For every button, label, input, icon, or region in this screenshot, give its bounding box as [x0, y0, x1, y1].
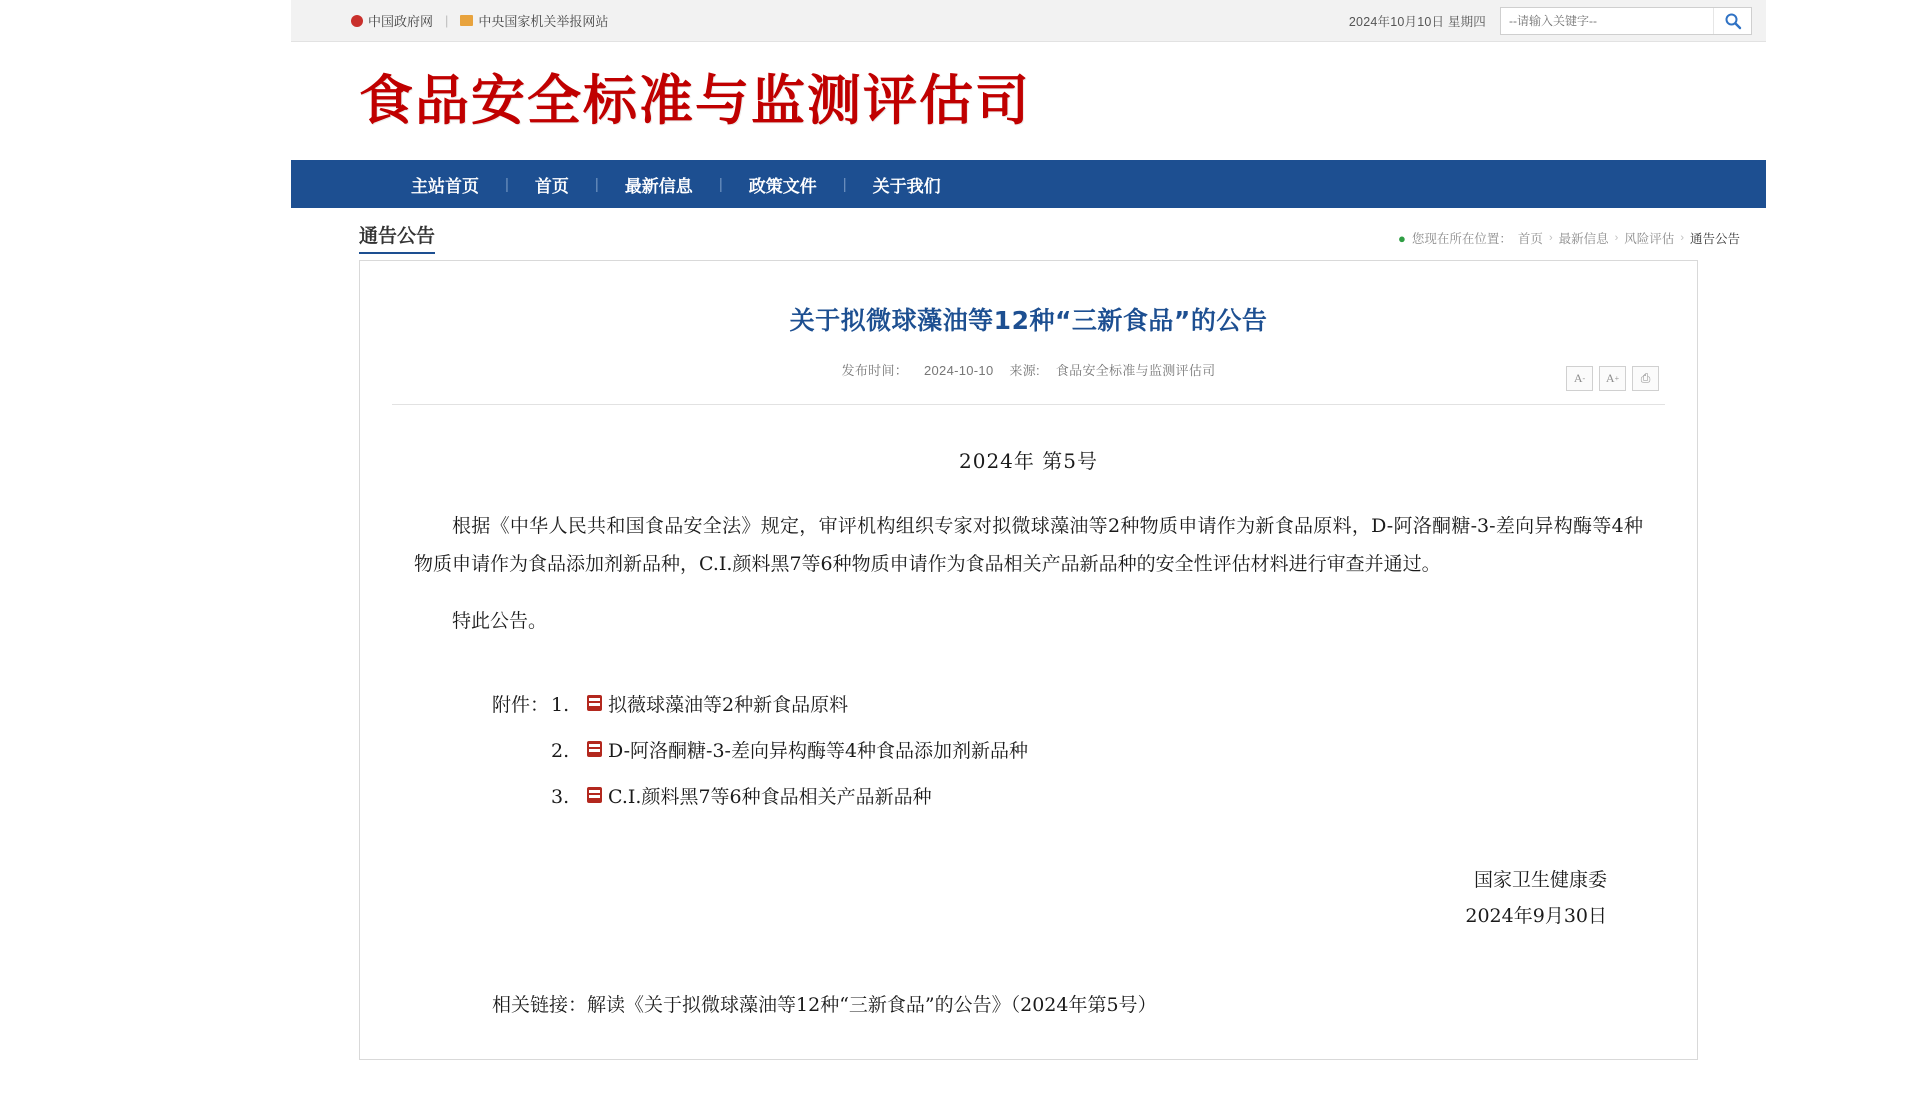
nav-item-policy-docs[interactable]: 政策文件 [748, 176, 817, 197]
print-button[interactable] [1632, 366, 1659, 391]
link-china-gov-label: 中国政府网 [368, 14, 434, 29]
attachment-number: 3. [551, 785, 570, 808]
article-paragraph: 特此公告。 [452, 609, 548, 632]
article-meta [396, 360, 1661, 379]
nav-item-latest-info[interactable]: 最新信息 [624, 176, 693, 197]
topbar-right [1349, 7, 1752, 35]
site-title: 食品安全标准与监测评估司 [359, 69, 1031, 132]
source-value: 食品安全标准与监测评估司 [1055, 362, 1216, 378]
link-china-gov[interactable] [351, 11, 433, 30]
pdf-file-icon [587, 741, 602, 757]
source-label: 来源: [1009, 362, 1040, 378]
font-decrease-label: A [1573, 370, 1583, 385]
nav-separator: | [505, 175, 509, 193]
current-date: 2024年10月10日 星期四 [1348, 14, 1486, 29]
attachment-link-3[interactable]: C.I.颜料黑7等6种食品相关产品新品种 [608, 785, 932, 808]
document-number: 2024年 第5号 [959, 448, 1098, 473]
nav-item-about-us[interactable]: 关于我们 [872, 176, 941, 197]
signature-issuer: 国家卫生健康委 [1473, 868, 1607, 891]
attachment-link-1[interactable]: 拟薇球藻油等2种新食品原料 [608, 693, 849, 716]
attachment-number: 1. [551, 693, 570, 716]
printer-icon: ⎙ [1640, 370, 1651, 385]
font-decrease-button[interactable] [1566, 366, 1593, 391]
article-meta-row [396, 360, 1661, 404]
nav-separator: | [842, 175, 847, 193]
nav-separator: | [594, 175, 599, 193]
article-paragraph: 根据《中华人民共和国食品安全法》规定，审评机构组织专家对拟微球藻油等2种物质申请作为新食品原料，D-阿洛酮糖-3-差向异构酶等4种物质申请作为食品添加剂新品种，C.I.颜料黑7等6种物质申请作为食品相关产品新品种的安全性评估材料进行审查并通过。 [414, 514, 1643, 575]
pdf-file-icon [587, 695, 602, 711]
topbar-links [351, 11, 608, 30]
attachment-row [492, 778, 1643, 816]
topbar-separator: | [445, 13, 449, 28]
publish-time-value: 2024-10-10 [923, 362, 994, 378]
font-increase-label: A [1605, 370, 1615, 385]
attachment-row [492, 732, 1643, 770]
search-button[interactable] [1713, 8, 1751, 34]
nav-item-main-home[interactable]: 主站首页 [411, 176, 479, 197]
article-title: 关于拟微球藻油等12种“三新食品”的公告 [789, 306, 1268, 335]
breadcrumb-arrow-icon: › [1548, 232, 1553, 244]
attachment-number: 2. [551, 739, 570, 762]
search-box[interactable] [1500, 7, 1752, 35]
nav-item-home[interactable]: 首页 [534, 176, 569, 197]
search-icon [1724, 12, 1742, 30]
signature-date: 2024年9月30日 [1465, 904, 1607, 927]
breadcrumb-item-home[interactable]: 首页 [1517, 232, 1543, 246]
site-banner [291, 42, 1766, 160]
breadcrumb-arrow-icon: › [1680, 232, 1684, 244]
related-label: 相关链接： [492, 993, 588, 1016]
related-links [414, 986, 1643, 1024]
breadcrumb [1398, 229, 1740, 254]
nav-separator: | [718, 175, 723, 193]
attachment-link-2[interactable]: D-阿洛酮糖-3-差向异构酶等4种食品添加剂新品种 [608, 739, 1029, 762]
breadcrumb-prefix: 您现在所在位置： [1411, 232, 1512, 246]
font-decrease-sup: - [1582, 373, 1586, 383]
article-card [359, 260, 1698, 1060]
attachments-label: 附件： [492, 693, 550, 716]
breadcrumb-row [291, 208, 1766, 254]
main-nav [291, 160, 1766, 208]
signature-block [414, 862, 1643, 934]
attachments-block [414, 686, 1643, 816]
page-title: 通告公告 [359, 227, 435, 254]
breadcrumb-item-current: 通告公告 [1689, 232, 1740, 246]
gov-seal-icon [351, 15, 363, 27]
pdf-file-icon [587, 787, 602, 803]
related-link[interactable]: 解读《关于拟微球藻油等12种“三新食品”的公告》（2024年第5号） [587, 993, 1157, 1016]
link-report-site[interactable] [460, 11, 608, 30]
meta-divider [392, 404, 1665, 405]
breadcrumb-arrow-icon: › [1614, 232, 1619, 244]
article-body [396, 441, 1661, 1024]
top-utility-bar [291, 0, 1766, 42]
font-increase-button[interactable] [1599, 366, 1626, 391]
search-input[interactable] [1501, 9, 1713, 33]
publish-time-label: 发布时间： [841, 362, 909, 378]
breadcrumb-item-latest[interactable]: 最新信息 [1558, 232, 1609, 246]
breadcrumb-item-risk[interactable]: 风险评估 [1624, 232, 1675, 246]
link-report-site-label: 中央国家机关举报网站 [478, 14, 609, 29]
font-increase-sup: + [1614, 373, 1620, 383]
location-pin-icon: ● [1398, 230, 1406, 246]
report-flag-icon [460, 15, 473, 26]
attachment-row [492, 686, 1643, 724]
article-tools [1566, 366, 1659, 391]
page-container [291, 0, 1766, 1120]
